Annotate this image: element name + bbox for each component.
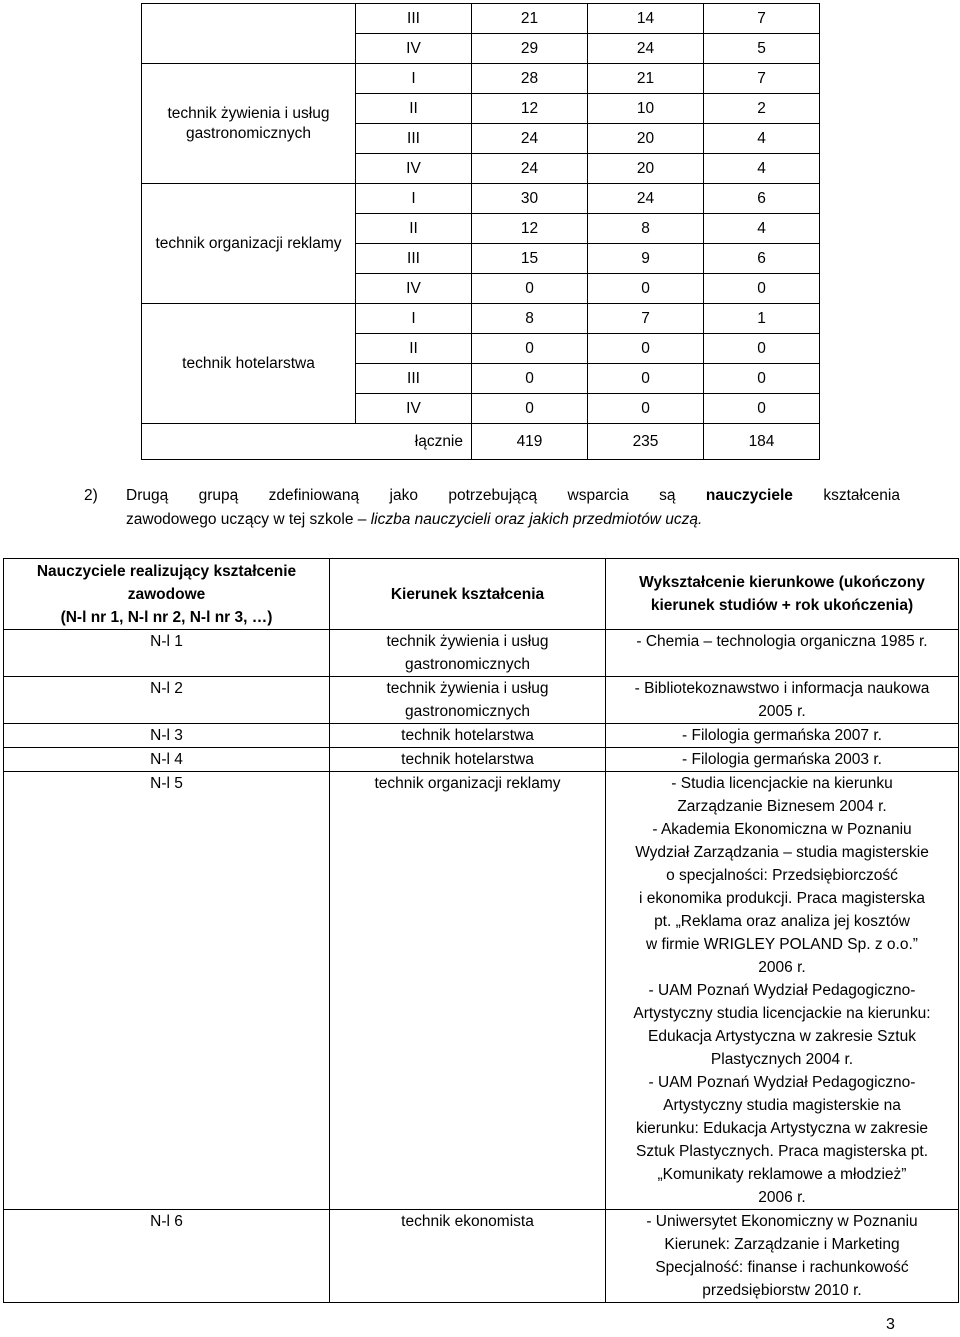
- count-value: 12: [472, 94, 588, 124]
- specialization-name: technik organizacji reklamy: [142, 184, 356, 304]
- count-value: 28: [472, 64, 588, 94]
- count-value: 6: [704, 244, 820, 274]
- count-value: 0: [472, 364, 588, 394]
- paragraph-number: 2): [84, 487, 98, 504]
- teacher-education: - Uniwersytet Ekonomiczny w Poznaniu Kierunek: Zarządzanie i Marketing Specjalność: finanse i rachunkowość przedsiębiorstw 2010 r.: [606, 1210, 959, 1303]
- class-level: III: [356, 4, 472, 34]
- teacher-row: [4, 677, 959, 724]
- total-value: 419: [472, 424, 588, 460]
- total-label: łącznie: [142, 424, 472, 460]
- count-value: 24: [588, 184, 704, 214]
- count-value: 0: [472, 334, 588, 364]
- header-education: Wykształcenie kierunkowe (ukończony kierunek studiów + rok ukończenia): [606, 559, 959, 630]
- count-value: 4: [704, 124, 820, 154]
- teacher-direction: technik żywienia i usług gastronomicznych: [330, 677, 606, 724]
- count-value: 6: [704, 184, 820, 214]
- count-value: 0: [472, 394, 588, 424]
- count-value: 14: [588, 4, 704, 34]
- class-level: II: [356, 214, 472, 244]
- count-value: 7: [704, 4, 820, 34]
- teacher-id: N-l 5: [4, 772, 330, 1210]
- teacher-id: N-l 1: [4, 630, 330, 677]
- count-value: 12: [472, 214, 588, 244]
- teacher-education: - Studia licencjackie na kierunku Zarządzanie Biznesem 2004 r. - Akademia Ekonomiczna w Poznaniu Wydział Zarządzania – studia magisterskie o specjalności: Przedsiębiorczość i ekonomika produkcji. Praca magisterska pt. „Reklama oraz analiza jej kosztów w firmie WRIGLEY POLAND Sp. z o.o.” 2006 r. - UAM Poznań Wydział Pedagogiczno- Artystyczny studia licencjackie na kierunku: Edukacja Artystyczna w zakresie Sztuk Plastycznych 2004 r. - UAM Poznań Wydział Pedagogiczno- Artystyczny studia magisterskie na kierunku: Edukacja Artystyczna w zakresie Sztuk Plastycznych. Praca magisterska pt. „Komunikaty reklamowe a młodzież” 2006 r.: [606, 772, 959, 1210]
- count-value: 24: [472, 124, 588, 154]
- count-value: 0: [472, 274, 588, 304]
- student-counts-table: [141, 3, 820, 460]
- count-value: 0: [588, 394, 704, 424]
- count-row: [142, 184, 820, 214]
- paragraph-line-2: [126, 508, 702, 532]
- teacher-direction: technik hotelarstwa: [330, 748, 606, 772]
- teacher-id: N-l 6: [4, 1210, 330, 1303]
- total-value: 235: [588, 424, 704, 460]
- count-value: 9: [588, 244, 704, 274]
- teacher-id: N-l 2: [4, 677, 330, 724]
- count-value: 0: [704, 394, 820, 424]
- class-level: IV: [356, 274, 472, 304]
- header-teachers: Nauczyciele realizujący kształcenie zawodowe (N-l nr 1, N-l nr 2, N-l nr 3, …): [4, 559, 330, 630]
- teacher-row: [4, 1210, 959, 1303]
- class-level: III: [356, 124, 472, 154]
- count-value: 0: [704, 364, 820, 394]
- count-value: 0: [588, 334, 704, 364]
- count-value: 29: [472, 34, 588, 64]
- specialization-name: technik hotelarstwa: [142, 304, 356, 424]
- paragraph-text-end: kształcenia: [823, 487, 900, 504]
- count-value: 7: [704, 64, 820, 94]
- total-row: [142, 424, 820, 460]
- count-value: 15: [472, 244, 588, 274]
- count-row: [142, 304, 820, 334]
- count-value: 24: [588, 34, 704, 64]
- header-direction: Kierunek kształcenia: [330, 559, 606, 630]
- paragraph-text: Drugą grupą zdefiniowaną jako potrzebującą wsparcia są: [126, 487, 676, 504]
- teacher-direction: technik organizacji reklamy: [330, 772, 606, 1210]
- paragraph-italic: liczba nauczycieli oraz jakich przedmiotów uczą.: [370, 511, 703, 528]
- teacher-direction: technik hotelarstwa: [330, 724, 606, 748]
- count-value: 8: [588, 214, 704, 244]
- class-level: I: [356, 184, 472, 214]
- count-value: 8: [472, 304, 588, 334]
- teacher-row: [4, 748, 959, 772]
- teacher-direction: technik ekonomista: [330, 1210, 606, 1303]
- teacher-row: [4, 630, 959, 677]
- count-value: 0: [588, 364, 704, 394]
- class-level: II: [356, 94, 472, 124]
- teacher-row: [4, 772, 959, 1210]
- count-value: 30: [472, 184, 588, 214]
- teachers-table-header: [4, 559, 959, 630]
- count-value: 21: [588, 64, 704, 94]
- teachers-table: [3, 558, 959, 1303]
- count-value: 4: [704, 214, 820, 244]
- count-value: 5: [704, 34, 820, 64]
- paragraph-bold: nauczyciele: [705, 487, 793, 504]
- total-value: 184: [704, 424, 820, 460]
- count-value: 24: [472, 154, 588, 184]
- count-value: 7: [588, 304, 704, 334]
- count-value: 1: [704, 304, 820, 334]
- count-row: [142, 64, 820, 94]
- teacher-education: - Filologia germańska 2007 r.: [606, 724, 959, 748]
- specialization-name: technik żywienia i usług gastronomicznych: [142, 64, 356, 184]
- teacher-education: - Bibliotekoznawstwo i informacja naukowa 2005 r.: [606, 677, 959, 724]
- class-level: IV: [356, 394, 472, 424]
- class-level: II: [356, 334, 472, 364]
- class-level: I: [356, 304, 472, 334]
- count-value: 0: [588, 274, 704, 304]
- count-value: 10: [588, 94, 704, 124]
- teacher-row: [4, 724, 959, 748]
- teacher-direction: technik żywienia i usług gastronomicznych: [330, 630, 606, 677]
- count-value: 21: [472, 4, 588, 34]
- teacher-education: - Chemia – technologia organiczna 1985 r.: [606, 630, 959, 677]
- paragraph-line-1: [126, 484, 900, 508]
- paragraph-text-2: zawodowego uczący w tej szkole –: [126, 511, 367, 528]
- count-value: 20: [588, 154, 704, 184]
- specialization-name: [142, 4, 356, 64]
- class-level: III: [356, 244, 472, 274]
- teacher-id: N-l 4: [4, 748, 330, 772]
- class-level: I: [356, 64, 472, 94]
- class-level: IV: [356, 154, 472, 184]
- count-value: 20: [588, 124, 704, 154]
- count-value: 0: [704, 334, 820, 364]
- count-value: 4: [704, 154, 820, 184]
- class-level: IV: [356, 34, 472, 64]
- count-row: [142, 4, 820, 34]
- count-value: 0: [704, 274, 820, 304]
- teacher-education: - Filologia germańska 2003 r.: [606, 748, 959, 772]
- class-level: III: [356, 364, 472, 394]
- count-value: 2: [704, 94, 820, 124]
- page-number: 3: [886, 1316, 895, 1333]
- teacher-id: N-l 3: [4, 724, 330, 748]
